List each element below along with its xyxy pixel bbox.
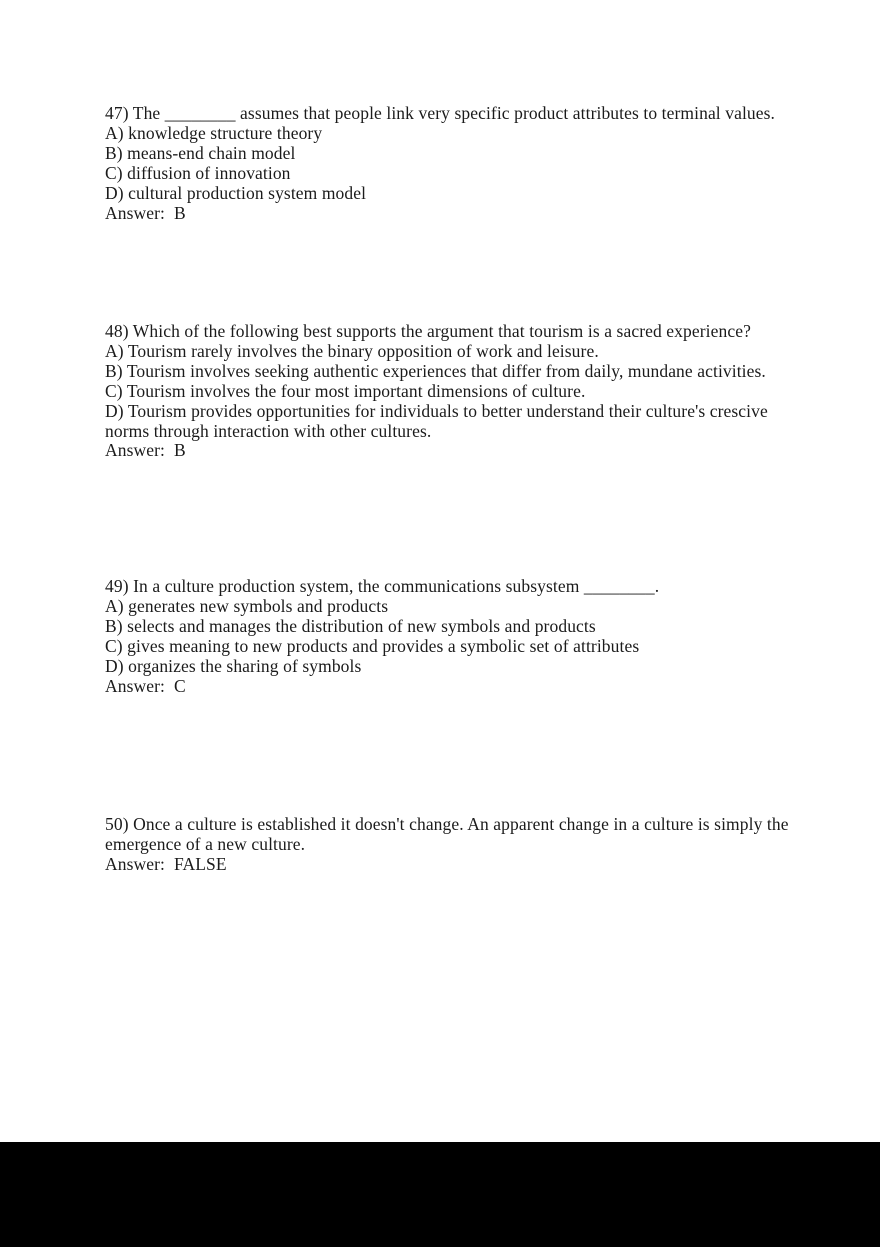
page-bottom-bar xyxy=(0,1142,880,1247)
question-text: 48) Which of the following best supports the argument that tourism is a sacred experience? xyxy=(105,321,751,341)
question-block-49 xyxy=(105,577,825,696)
answer-line: Answer: FALSE xyxy=(105,853,227,874)
question-text: 47) The ________ assumes that people link very specific product attributes to terminal values. xyxy=(105,103,776,123)
answer-line: Answer: C xyxy=(105,675,186,696)
answer-line: Answer: B xyxy=(105,202,186,223)
option-b: B) selects and manages the distribution of new symbols and products xyxy=(105,615,596,636)
option-d-continued: norms through interaction with other cultures. xyxy=(105,420,432,441)
question-text-continued: emergence of a new culture. xyxy=(105,833,306,854)
option-c: C) diffusion of innovation xyxy=(105,162,291,183)
option-c: C) gives meaning to new products and provides a symbolic set of attributes xyxy=(105,635,640,656)
option-d: D) Tourism provides opportunities for individuals to better understand their culture's crescive xyxy=(105,400,768,421)
answer-line: Answer: B xyxy=(105,440,186,461)
question-block-48 xyxy=(105,322,825,461)
option-a: A) knowledge structure theory xyxy=(105,122,323,143)
option-b: B) Tourism involves seeking authentic experiences that differ from daily, mundane activities. xyxy=(105,360,766,381)
option-d: D) organizes the sharing of symbols xyxy=(105,655,362,676)
option-c: C) Tourism involves the four most important dimensions of culture. xyxy=(105,380,586,401)
question-text: 50) Once a culture is established it doesn't change. An apparent change in a culture is simply the xyxy=(105,814,789,834)
option-b: B) means-end chain model xyxy=(105,142,296,163)
question-text: 49) In a culture production system, the communications subsystem ________. xyxy=(105,576,660,596)
question-block-50 xyxy=(105,815,825,875)
option-a: A) Tourism rarely involves the binary opposition of work and leisure. xyxy=(105,340,599,361)
option-a: A) generates new symbols and products xyxy=(105,595,389,616)
question-block-47 xyxy=(105,104,825,223)
option-d: D) cultural production system model xyxy=(105,182,367,203)
